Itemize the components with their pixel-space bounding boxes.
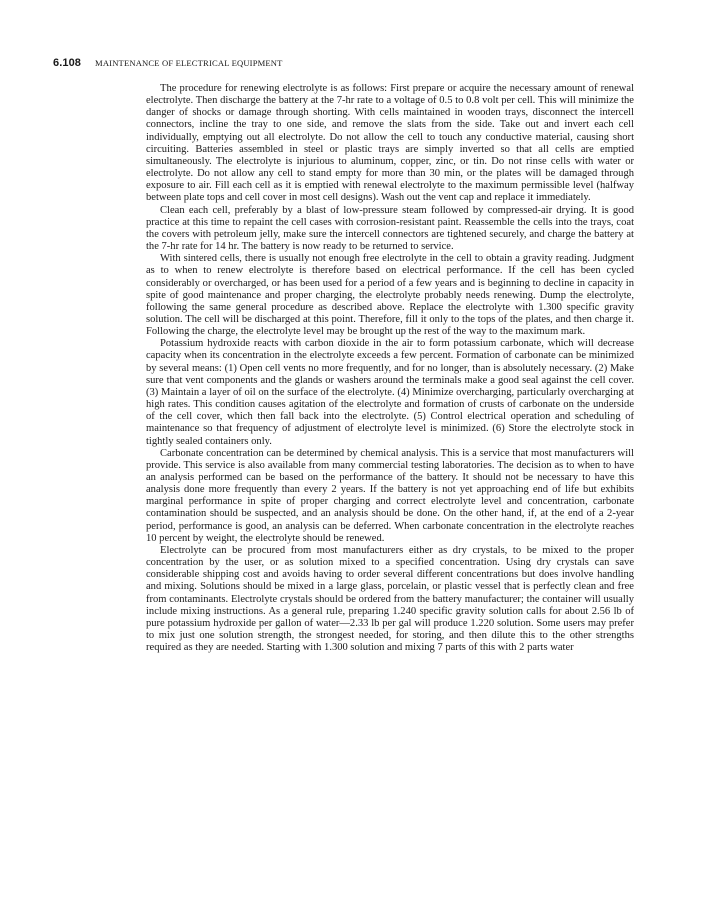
paragraph-renewing-electrolyte: The procedure for renewing electrolyte is as follows: First prepare or acquire the necessary amount of renewal electrolyte. Then discharge the battery at the 7-hr rate to a voltage of 0.5 to 0.8 volt per cell. This will minimize the danger of shocks or damage through shorting. With cells maintained in wooden trays, disconnect the intercell connectors, incline the tray to one side, and remove the slats from the side. Take out and invert each cell individually, emptying out all electrolyte. Do not allow the cell to touch any conductive material, causing short circuiting. Batteries assembled in steel or plastic trays are simply inverted so that all cells are emptied simultaneously. The electrolyte is injurious to aluminum, copper, zinc, or tin. Do not rinse cells with water or electrolyte. Do not allow any cell to stand empty for more than 30 min, or the plates will be damaged through exposure to air. Fill each cell as it is emptied with renewal electrolyte to the maximum permissible level (halfway between plate tops and cell cover in most cell designs). Wash out the vent cap and replace it immediately. (146, 83, 634, 204)
body-text (146, 83, 634, 654)
page-number: 6.108 (53, 57, 82, 69)
paragraph-cleaning-cells: Clean each cell, preferably by a blast of low-pressure steam followed by compressed-air drying. It is good practice at this time to repaint the cell cases with corrosion-resistant paint. Reassemble the cells into the trays, coat the covers with petroleum jelly, make sure the intercell connectors are tightened securely, and charge the battery at the 7-hr rate for 14 hr. The battery is now ready to be returned to service. (146, 204, 634, 253)
paragraph-carbonate-analysis: Carbonate concentration can be determined by chemical analysis. This is a service that most manufacturers will provide. This service is also available from many commercial testing laboratories. The decision as to when to have an analysis performed can be based on the performance of the battery. It should not be necessary to have this analysis done more frequently than every 2 years. If the battery is not yet approaching end of life but exhibits marginal performance in spite of proper charging and correct electrolyte level and concentration, carbonate contamination should be suspected, and an analysis should be done. On the other hand, if, at the end of a 2-year period, performance is good, an analysis can be deferred. When carbonate concentration in the electrolyte reaches 10 percent by weight, the electrolyte should be renewed. (146, 447, 634, 544)
paragraph-carbonate-formation: Potassium hydroxide reacts with carbon dioxide in the air to form potassium carbonate, which will decrease capacity when its concentration in the electrolyte exceeds a few percent. Formation of carbonate can be minimized by several means: (1) Open cell vents no more frequently, and for no longer, than is absolutely necessary. (2) Make sure that vent components and the glands or washers around the terminals make a good seal against the cell cover. (3) Maintain a layer of oil on the surface of the electrolyte. (4) Minimize overcharging, particularly overcharging at high rates. This condition causes agitation of the electrolyte and formation of crusts of carbonate on the underside of the cell cover, which then fall back into the electrolyte. (5) Control electrical operation and scheduling of maintenance so that frequency of adjustment of electrolyte level is minimized. (6) Store the electrolyte stock in tightly sealed containers only. (146, 338, 634, 447)
running-head (53, 53, 653, 67)
running-title: MAINTENANCE OF ELECTRICAL EQUIPMENT (95, 58, 283, 68)
paragraph-sintered-cells: With sintered cells, there is usually not enough free electrolyte in the cell to obtain a gravity reading. Judgment as to when to renew electrolyte is therefore based on electrical performance. If the cell has been cycled considerably or overcharged, or has been used for a period of a few years and is beginning to decline in capacity in spite of good maintenance and proper charging, the electrolyte probably needs renewing. Dump the electrolyte, following the same general procedure as described above. Replace the electrolyte with 1.300 specific gravity solution. The cell will be discharged at this point. Therefore, fill it only to the tops of the plates, and then charge it. Following the charge, the electrolyte level may be brought up the rest of the way to the maximum mark. (146, 253, 634, 338)
paragraph-procuring-electrolyte: Electrolyte can be procured from most manufacturers either as dry crystals, to be mixed to the proper concentration by the user, or as solution mixed to a specified concentration. Using dry crystals can save considerable shipping cost and avoids having to order several different concentrations but does involve handling and mixing. Solutions should be mixed in a large glass, porcelain, or plastic vessel that is perfectly clean and free from contaminants. Electrolyte crystals should be ordered from the battery manufacturer; the container will usually include mixing instructions. As a general rule, preparing 1.240 specific gravity solution calls for about 2.56 lb of pure potassium hydroxide per gallon of water—2.33 lb per gal will produce 1.220 solution. Some users may prefer to mix just one solution strength, the strongest needed, for storing, and then dilute this to the other strengths required as they are needed. Starting with 1.300 solution and mixing 7 parts of this with 2 parts water (146, 544, 634, 654)
